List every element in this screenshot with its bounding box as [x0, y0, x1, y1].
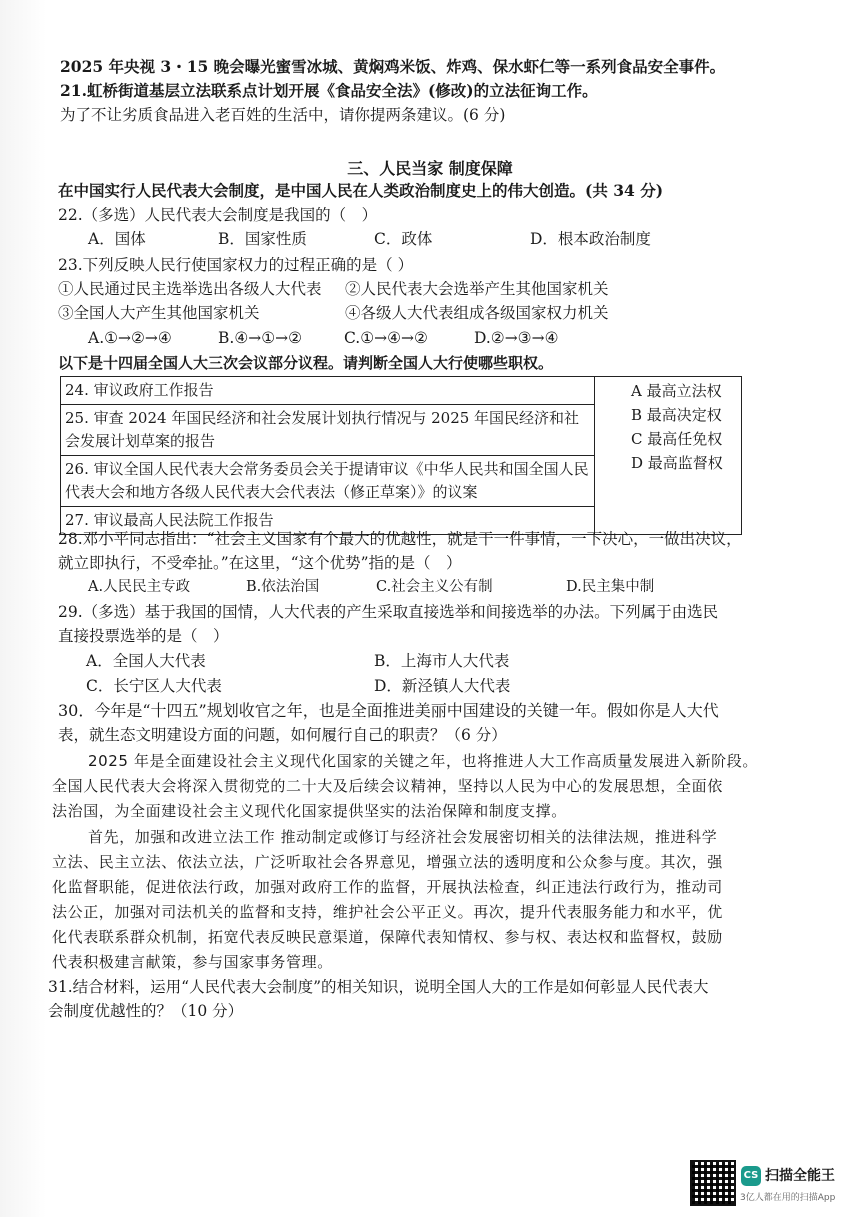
option-d: D．新泾镇人大代表: [374, 677, 511, 695]
question-21: 21.虹桥街道基层立法联系点计划开展《食品安全法》(修改)的立法征询工作。: [60, 81, 598, 100]
question-29-line2: 直接投票选举的是（ ）: [58, 627, 229, 645]
agenda-row-26: 26. 审议全国人民代表大会常务委员会关于提请审议《中华人民共和国全国人民代表大会和地方各级人民代表大会代表法（修正草案）》的议案: [61, 456, 595, 507]
q23-item-3: ③全国人大产生其他国家机关: [58, 304, 260, 322]
agenda-row-24: 24. 审议政府工作报告: [61, 377, 595, 405]
essay-line: 2025 年是全面建设社会主义现代化国家的关键之年，也将推进人大工作高质量发展进入新阶段。: [88, 752, 758, 770]
option-c: C.①→④→②: [344, 329, 428, 347]
question-23-stem: 23.下列反映人民行使国家权力的过程正确的是（ ）: [58, 256, 414, 274]
q23-item-2: ②人民代表大会选举产生其他国家机关: [345, 280, 609, 298]
essay-line: 代表积极建言献策，参与国家事务管理。: [52, 953, 333, 971]
option-a: A.人民民主专政: [88, 579, 191, 595]
question-30-line2: 表，就生态文明建设方面的问题，如何履行自己的职责？（6 分）: [58, 726, 507, 744]
option-b: B.依法治国: [246, 579, 320, 595]
question-28-options: [0, 576, 860, 598]
food-safety-context: 2025 年央视 3・15 晚会曝光蜜雪冰城、黄焖鸡米饭、炸鸡、保水虾仁等一系列食品安全事件。: [60, 57, 726, 76]
question-29-options-row2: [0, 675, 860, 697]
option-c: C．政体: [374, 230, 433, 248]
power-b: B 最高决定权: [631, 406, 722, 424]
q23-item-4: ④各级人大代表组成各级国家权力机关: [345, 304, 609, 322]
option-c: C.社会主义公有制: [376, 579, 493, 595]
camscanner-logo-icon: CS: [741, 1166, 761, 1186]
question-31-line2: 会制度优越性的？（10 分）: [48, 1002, 244, 1020]
option-d: D.②→③→④: [474, 329, 559, 347]
option-a: A.①→②→④: [88, 329, 172, 347]
qr-code-icon: [690, 1160, 736, 1206]
agenda-row-25: 25. 审查 2024 年国民经济和社会发展计划执行情况与 2025 年国民经济和社会发展计划草案的报告: [61, 405, 595, 456]
essay-line: 立法、民主立法、依法立法，广泛听取社会各界意见，增强立法的透明度和公众参与度。其次，强: [52, 853, 723, 871]
section-intro: 在中国实行人民代表大会制度，是中国人民在人类政治制度史上的伟大创造。(共 34 分): [58, 181, 664, 200]
option-d: D.民主集中制: [566, 579, 655, 595]
essay-line: 法公正，加强对司法机关的监督和支持，维护社会公平正义。再次，提升代表服务能力和水平，优: [52, 903, 723, 921]
essay-line: 首先，加强和改进立法工作 推动制定或修订与经济社会发展密切相关的法律法规，推进科学: [88, 828, 718, 846]
option-c: C．长宁区人大代表: [86, 677, 222, 695]
power-a: A 最高立法权: [631, 382, 722, 400]
q23-item-1: ①人民通过民主选举选出各级人大代表: [58, 280, 322, 298]
agenda-row-27: 27. 审议最高人民法院工作报告: [61, 507, 595, 535]
question-22-stem: 22.（多选）人民代表大会制度是我国的（ ）: [58, 206, 378, 224]
question-30-line1: 30．今年是“十四五”规划收官之年，也是全面推进美丽中国建设的关键一年。假如你是人大代: [58, 701, 719, 720]
option-b: B.④→①→②: [218, 329, 302, 347]
question-21-prompt: 为了不让劣质食品进入老百姓的生活中，请你提两条建议。(6 分): [60, 106, 506, 124]
question-29-line1: 29.（多选）基于我国的国情，人大代表的产生采取直接选举和间接选举的办法。下列属于由选民: [58, 603, 719, 621]
scanner-app-tagline: 3亿人都在用的扫描App: [740, 1193, 836, 1203]
question-28-line1: 28.邓小平同志指出：“社会主义国家有个最大的优越性，就是干一件事情，一下决心，一做出决议，: [58, 530, 742, 548]
question-28-line2: 就立即执行，不受牵扯。”在这里，“这个优势”指的是（ ）: [58, 554, 462, 572]
essay-line: 化监督职能，促进依法行政，加强对政府工作的监督，开展执法检查，纠正违法行政行为，推动司: [52, 878, 723, 896]
agenda-intro: 以下是十四届全国人大三次会议部分议程。请判断全国人大行使哪些职权。: [58, 354, 554, 372]
section-title: 三、人民当家 制度保障: [347, 159, 513, 178]
scan-shadow: [0, 0, 46, 1217]
essay-line: 化代表联系群众机制，拓宽代表反映民意渠道，保障代表知情权、参与权、表达权和监督权，鼓励: [52, 928, 723, 946]
question-22-options: [0, 228, 860, 250]
question-31-line1: 31.结合材料，运用“人民代表大会制度”的相关知识，说明全国人大的工作是如何彰显人民代表大: [48, 978, 709, 996]
power-d: D 最高监督权: [631, 454, 723, 472]
scanner-app-name: 扫描全能王: [765, 1168, 835, 1184]
question-23-options: [0, 327, 860, 349]
option-b: B．上海市人大代表: [374, 652, 510, 670]
agenda-table: [60, 376, 742, 535]
option-a: A．全国人大代表: [86, 652, 206, 670]
essay-line: 全国人民代表大会将深入贯彻党的二十大及后续会议精神，坚持以人民为中心的发展思想，全面依: [52, 777, 723, 795]
essay-line: 法治国，为全面建设社会主义现代化国家提供坚实的法治保障和制度支撑。: [52, 802, 567, 820]
power-c: C 最高任免权: [631, 430, 723, 448]
question-29-options-row1: [0, 650, 860, 672]
option-a: A．国体: [88, 230, 146, 248]
option-b: B．国家性质: [218, 230, 307, 248]
option-d: D．根本政治制度: [530, 230, 651, 248]
powers-list: [595, 377, 742, 535]
